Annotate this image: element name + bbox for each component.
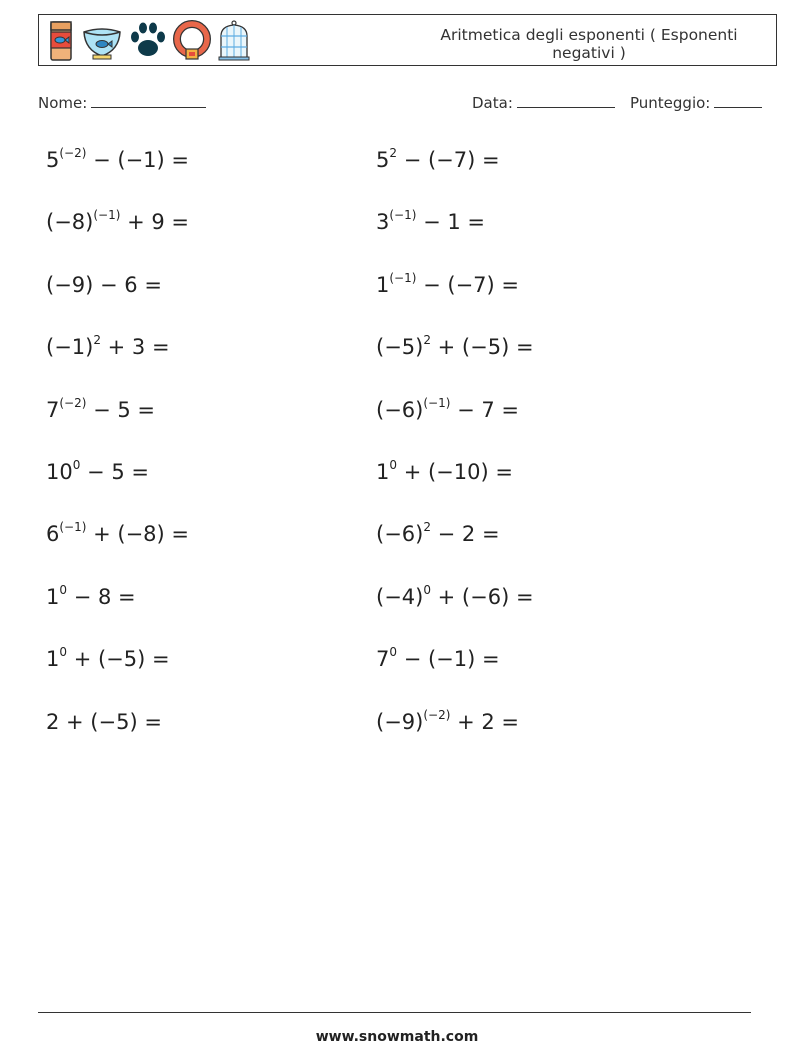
problem-base: (−6): [376, 522, 424, 547]
problem-remainder: − (−1) =: [397, 647, 500, 672]
problem-remainder: + (−5) =: [430, 335, 534, 360]
problem-item: [46, 395, 156, 422]
problem-remainder: − (−7) =: [416, 272, 519, 297]
problem-item: [376, 460, 513, 484]
problem-item: [376, 335, 534, 359]
footer-url[interactable]: www.snowmath.com: [315, 1029, 479, 1045]
problem-exponent: (−2): [423, 707, 451, 722]
problem-exponent: 2: [423, 520, 431, 535]
problem-item: [376, 707, 519, 734]
problem-remainder: + 3 =: [100, 335, 170, 360]
problem-remainder: + (−6) =: [430, 584, 534, 609]
date-label: Data:: [472, 94, 513, 112]
problem-item: [46, 210, 189, 234]
problem-base: (−9): [376, 709, 424, 734]
problem-exponent: 0: [423, 582, 431, 597]
problem-item: [46, 335, 170, 359]
problem-remainder: − 5 =: [80, 460, 149, 484]
problem-item: [46, 460, 149, 484]
problem-remainder: − 2 =: [430, 522, 500, 547]
problem-base: (−6): [376, 397, 424, 422]
date-field[interactable]: [472, 92, 615, 112]
problem-item: [46, 647, 170, 671]
problem-base: 7: [376, 647, 390, 672]
worksheet-header: [38, 14, 777, 66]
fish-bowl-icon: [81, 20, 123, 62]
paw-print-icon: [129, 20, 167, 62]
problem-base: 5: [46, 148, 60, 172]
problem-remainder: + (−8) =: [86, 522, 189, 547]
problem-exponent: (−1): [389, 270, 417, 285]
problem-base: (−9) − 6 =: [46, 272, 162, 297]
problem-base: 10: [46, 460, 73, 484]
problem-item: [376, 395, 519, 422]
problem-exponent: (−1): [423, 395, 451, 410]
problem-exponent: 2: [93, 333, 101, 348]
problem-exponent: (−2): [59, 146, 87, 160]
score-label: Punteggio:: [630, 94, 711, 112]
problem-remainder: + (−5) =: [67, 647, 170, 672]
problem-remainder: − 7 =: [450, 397, 519, 422]
problem-base: 1: [46, 647, 60, 672]
problem-exponent: (−1): [59, 520, 87, 535]
problem-exponent: (−1): [389, 208, 417, 223]
problem-remainder: − (−7) =: [397, 148, 500, 172]
problem-exponent: 0: [389, 645, 398, 660]
problem-base: (−5): [376, 335, 424, 360]
date-blank[interactable]: [517, 92, 615, 108]
problem-base: 1: [376, 460, 390, 484]
problem-item: [46, 273, 162, 297]
problem-base: 3: [376, 210, 390, 235]
problem-item: [376, 270, 519, 297]
problem-item: [46, 522, 189, 546]
name-blank[interactable]: [91, 92, 206, 108]
problem-exponent: 2: [389, 146, 398, 160]
problem-exponent: (−1): [93, 208, 121, 223]
header-icons: [47, 20, 251, 62]
problem-remainder: + 9 =: [120, 210, 189, 235]
problem-base: (−1): [46, 335, 94, 360]
problem-remainder: − 1 =: [416, 210, 486, 235]
problem-exponent: 2: [423, 333, 431, 348]
problem-item: [376, 148, 500, 172]
problem-remainder: + 2 =: [450, 709, 519, 734]
problem-exponent: 0: [389, 458, 398, 472]
problem-remainder: − 5 =: [86, 397, 156, 422]
problem-base: (−8): [46, 210, 94, 235]
problem-item: [46, 148, 189, 172]
bird-cage-icon: [217, 20, 251, 62]
problem-exponent: (−2): [59, 395, 87, 410]
problem-item: [46, 582, 136, 609]
problem-item: [376, 210, 485, 234]
problem-item: [46, 710, 162, 734]
problem-item: [376, 582, 534, 609]
problem-base: 5: [376, 148, 390, 172]
problem-base: 1: [46, 584, 60, 609]
problem-exponent: 0: [59, 582, 68, 597]
problem-exponent: 0: [72, 458, 81, 472]
problem-item: [376, 522, 500, 546]
pet-collar-icon: [173, 20, 211, 62]
problem-remainder: + (−10) =: [397, 460, 513, 484]
problem-base: 2 + (−5) =: [46, 709, 162, 734]
problem-base: 6: [46, 522, 60, 547]
fish-food-bag-icon: [47, 20, 75, 62]
name-field[interactable]: [38, 92, 206, 112]
problem-base: 1: [376, 272, 390, 297]
problem-item: [376, 647, 500, 671]
problem-exponent: 0: [59, 645, 68, 660]
problem-remainder: − (−1) =: [86, 148, 189, 172]
problem-base: (−4): [376, 584, 424, 609]
footer-divider: [38, 1012, 751, 1013]
score-field[interactable]: [630, 92, 762, 112]
score-blank[interactable]: [714, 92, 762, 108]
problem-remainder: − 8 =: [67, 584, 136, 609]
name-label: Nome:: [38, 94, 88, 112]
problem-base: 7: [46, 397, 60, 422]
worksheet-title: Aritmetica degli esponenti ( Esponenti negativi ): [440, 26, 738, 62]
